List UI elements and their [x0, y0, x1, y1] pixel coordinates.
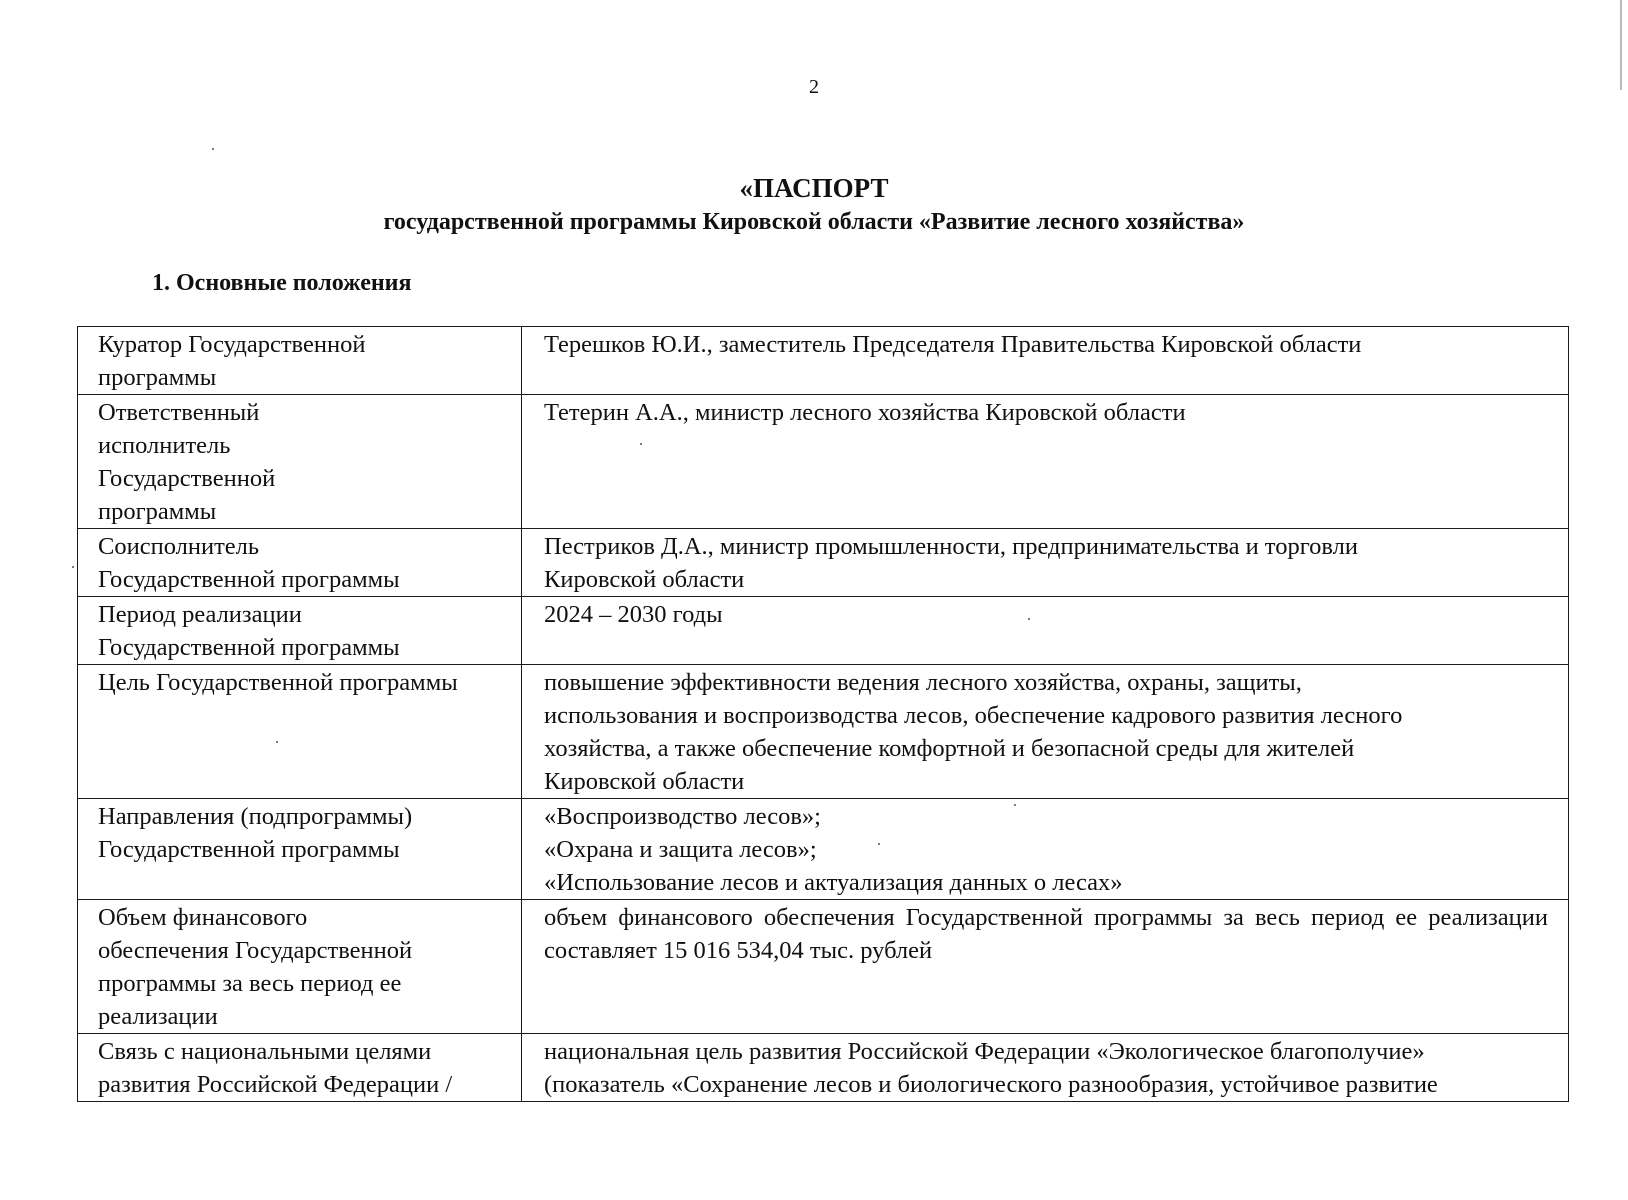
row-value-subprograms	[522, 799, 1569, 900]
scan-speck	[1014, 804, 1016, 806]
label-line: Куратор Государственной	[98, 331, 366, 358]
row-value-co-executor	[522, 529, 1569, 597]
label-line: исполнитель	[98, 432, 231, 459]
value-line: Тетерин А.А., министр лесного хозяйства Кировской области	[544, 399, 1186, 426]
row-value-goal	[522, 665, 1569, 799]
document-title-block	[0, 172, 1628, 238]
row-value-national-goals	[522, 1034, 1569, 1102]
value-line: национальная цель развития Российской Федерации «Экологическое благополучие»	[544, 1038, 1425, 1065]
document-title: «ПАСПОРТ	[739, 173, 889, 203]
label-line: Ответственный	[98, 399, 260, 426]
value-line: хозяйства, а также обеспечение комфортной и безопасной среды для жителей	[544, 735, 1355, 762]
value-line: Терешков Ю.И., заместитель Председателя Правительства Кировской области	[544, 331, 1362, 358]
table-row-subprograms	[78, 799, 1569, 900]
label-line: Соисполнитель	[98, 533, 260, 560]
row-value-funding: объем финансового обеспечения Государственной программы за весь период ее реализации составляет 15 016 534,04 тыс. рублей	[522, 900, 1569, 1034]
table-row-goal	[78, 665, 1569, 799]
value-line: Пестриков Д.А., министр промышленности, предпринимательства и торговли	[544, 533, 1358, 560]
label-line: реализации	[98, 1003, 218, 1030]
row-value-responsible-executor	[522, 395, 1569, 529]
label-line: программы за весь период ее	[98, 970, 402, 997]
section-heading: 1. Основные положения	[152, 270, 412, 296]
table-row-national-goals	[78, 1034, 1569, 1102]
label-line: развития Российской Федерации /	[98, 1071, 453, 1098]
value-line: Кировской области	[544, 768, 745, 795]
row-value-curator	[522, 327, 1569, 395]
row-label-period	[78, 597, 522, 665]
page-number: 2	[809, 76, 819, 98]
row-value-period	[522, 597, 1569, 665]
row-label-national-goals	[78, 1034, 522, 1102]
row-label-subprograms	[78, 799, 522, 900]
table-row-co-executor	[78, 529, 1569, 597]
table-row-responsible-executor	[78, 395, 1569, 529]
label-line: Государственной программы	[98, 634, 400, 661]
value-line: «Воспроизводство лесов»;	[544, 803, 821, 830]
scan-speck	[1028, 618, 1030, 620]
row-label-curator	[78, 327, 522, 395]
passport-table	[77, 326, 1569, 1102]
row-label-responsible-executor	[78, 395, 522, 529]
document-subtitle: государственной программы Кировской области «Развитие лесного хозяйства»	[383, 209, 1245, 235]
value-line: «Использование лесов и актуализация данных о лесах»	[544, 869, 1123, 896]
label-line: Период реализации	[98, 601, 302, 628]
label-line: Объем финансового	[98, 904, 308, 931]
label-line: программы	[98, 498, 217, 525]
scan-speck	[640, 443, 642, 445]
row-label-co-executor	[78, 529, 522, 597]
scan-speck	[878, 843, 880, 845]
scan-speck	[72, 566, 74, 568]
label-line: Цель Государственной программы	[98, 669, 458, 696]
value-line: (показатель «Сохранение лесов и биологического разнообразия, устойчивое развитие	[544, 1071, 1438, 1098]
label-line: Направления (подпрограммы)	[98, 803, 413, 830]
label-line: Государственной программы	[98, 566, 400, 593]
value-line: Кировской области	[544, 566, 745, 593]
label-line: обеспечения Государственной	[98, 937, 413, 964]
scan-speck	[212, 148, 214, 150]
value-line: использования и воспроизводства лесов, обеспечение кадрового развития лесного	[544, 702, 1403, 729]
value-line: повышение эффективности ведения лесного хозяйства, охраны, защиты,	[544, 669, 1302, 696]
value-line: 2024 – 2030 годы	[544, 601, 723, 628]
row-label-funding	[78, 900, 522, 1034]
value-line: «Охрана и защита лесов»;	[544, 836, 817, 863]
label-line: Государственной	[98, 465, 276, 492]
row-label-goal	[78, 665, 522, 799]
table-row-curator	[78, 327, 1569, 395]
scan-speck	[276, 741, 278, 743]
label-line: Государственной программы	[98, 836, 400, 863]
label-line: Связь с национальными целями	[98, 1038, 432, 1065]
table-row-period	[78, 597, 1569, 665]
label-line: программы	[98, 364, 217, 391]
table-row-funding	[78, 900, 1569, 1034]
